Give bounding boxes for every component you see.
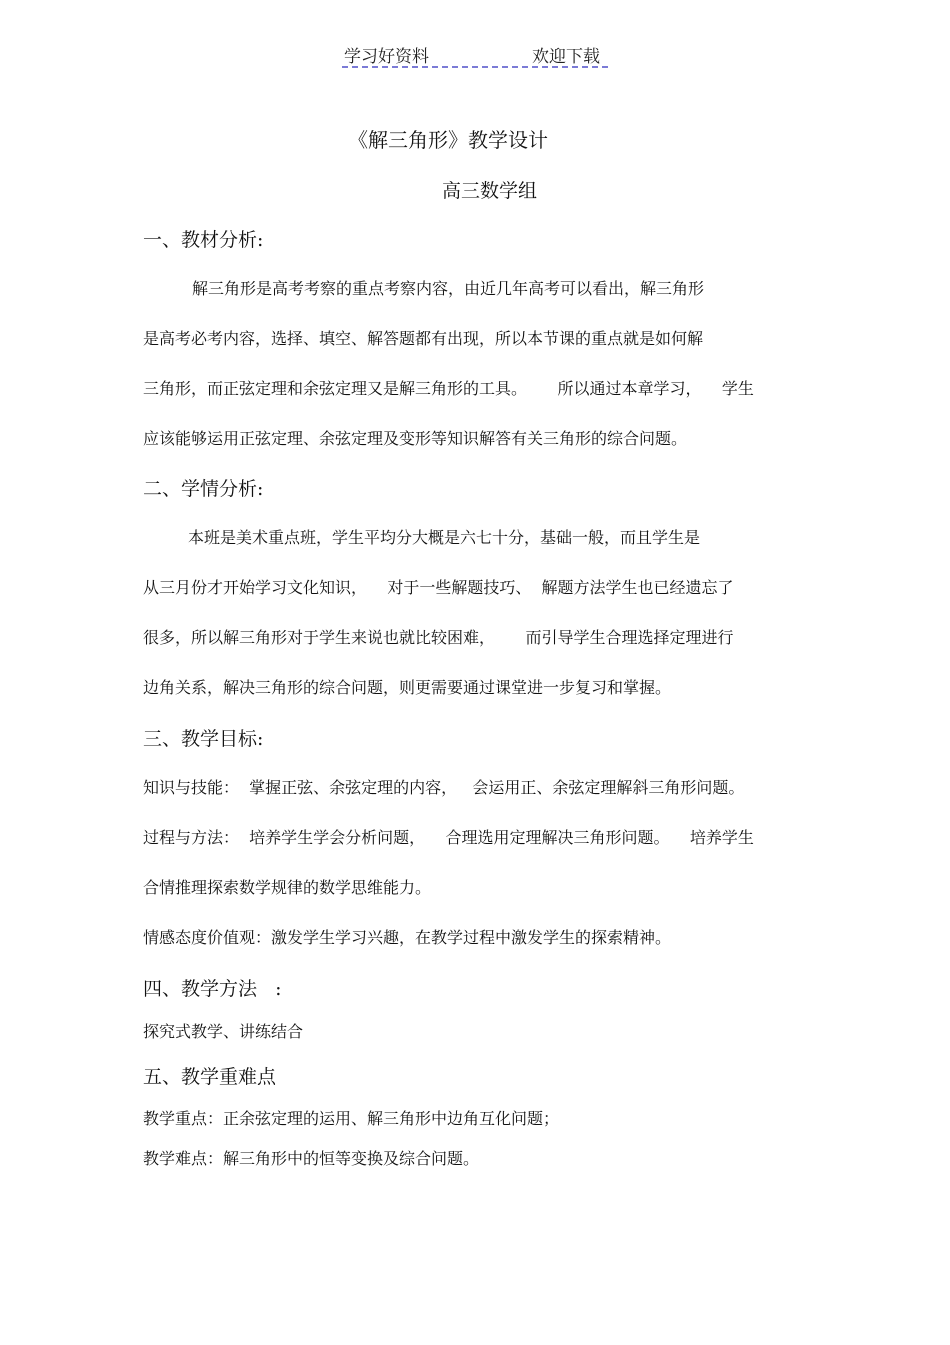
section-1-line-1: 解三角形是高考考察的重点考察内容，由近几年高考可以看出，解三角形 [192, 279, 705, 298]
section-heading-3: 三、教学目标: [143, 728, 264, 750]
section-heading-4: 四、教学方法 : [143, 978, 282, 1000]
section-4-line-1: 探究式教学、讲练结合 [143, 1022, 304, 1041]
section-1-line-2: 是高考必考内容，选择、填空、解答题都有出现，所以本节课的重点就是如何解 [143, 329, 704, 348]
section-2-line-4: 边角关系，解决三角形的综合问题，则更需要通过课堂进一步复习和掌握。 [143, 678, 672, 697]
section-2-line-1: 本班是美术重点班，学生平均分大概是六七十分，基础一般，而且学生是 [188, 528, 701, 547]
section-3-line-2: 过程与方法： 培养学生学会分析问题， 合理选用定理解决三角形问题。 培养学生 [143, 828, 754, 847]
section-5-line-2: 教学难点：解三角形中的恒等变换及综合问题。 [143, 1149, 480, 1168]
document-subtitle: 高三数学组 [442, 180, 538, 202]
section-1-line-3: 三角形，而正弦定理和余弦定理又是解三角形的工具。 所以通过本章学习， 学生 [143, 379, 754, 398]
section-1-line-4: 应该能够运用正弦定理、余弦定理及变形等知识解答有关三角形的综合问题。 [143, 429, 688, 448]
document-title: 《解三角形》教学设计 [348, 128, 548, 152]
section-2-line-2: 从三月份才开始学习文化知识， 对于一些解题技巧、 解题方法学生也已经遗忘了 [143, 578, 734, 597]
page-header [342, 40, 608, 68]
section-heading-5: 五、教学重难点 [143, 1066, 277, 1088]
section-3-line-4: 情感态度价值观：激发学生学习兴趣，在教学过程中激发学生的探索精神。 [143, 928, 672, 947]
header-left-text: 学习好资料 [344, 47, 429, 67]
section-2-line-3: 很多，所以解三角形对于学生来说也就比较困难， 而引导学生合理选择定理进行 [143, 628, 734, 647]
section-heading-2: 二、学情分析: [143, 478, 264, 500]
section-3-line-1: 知识与技能： 掌握正弦、余弦定理的内容， 会运用正、余弦定理解斜三角形问题。 [143, 778, 745, 797]
section-5-line-1: 教学重点：正余弦定理的运用、解三角形中边角互化问题； [143, 1109, 560, 1128]
header-right-text: 欢迎下载 [532, 47, 600, 67]
section-heading-1: 一、教材分析: [143, 229, 264, 251]
section-3-line-3: 合情推理探索数学规律的数学思维能力。 [143, 878, 432, 897]
